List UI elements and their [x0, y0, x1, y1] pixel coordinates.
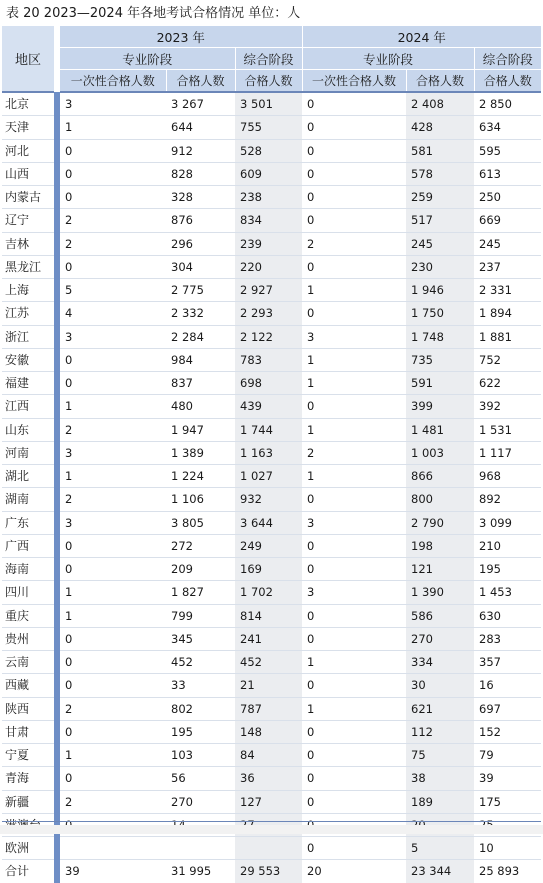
table-row	[2, 558, 541, 581]
value-cell: 1 531	[474, 418, 541, 441]
value-cell: 195	[166, 720, 235, 743]
value-cell: 1 453	[474, 581, 541, 604]
value-cell: 609	[235, 162, 302, 185]
value-cell: 1 827	[166, 581, 235, 604]
table-row	[2, 767, 541, 790]
table-row	[2, 348, 541, 371]
value-cell: 0	[60, 558, 166, 581]
value-cell: 0	[302, 139, 406, 162]
value-cell: 1	[302, 465, 406, 488]
table-row	[2, 441, 541, 464]
value-cell: 1	[60, 465, 166, 488]
value-cell: 250	[474, 186, 541, 209]
value-cell: 0	[302, 767, 406, 790]
value-cell: 56	[166, 767, 235, 790]
value-cell: 2 790	[406, 511, 474, 534]
table-row	[2, 790, 541, 813]
value-cell: 1 003	[406, 441, 474, 464]
value-cell: 1	[302, 697, 406, 720]
value-cell: 452	[166, 651, 235, 674]
value-cell: 439	[235, 395, 302, 418]
value-cell: 296	[166, 232, 235, 255]
value-cell: 595	[474, 139, 541, 162]
value-cell: 1 881	[474, 325, 541, 348]
value-cell: 20	[307, 864, 322, 879]
region-cell: 福建	[2, 372, 54, 395]
table-row	[2, 627, 541, 650]
value-cell: 1 481	[406, 418, 474, 441]
region-cell: 吉林	[2, 232, 54, 255]
value-cell: 21	[235, 674, 302, 697]
table-row	[2, 162, 541, 185]
region-cell: 黑龙江	[2, 255, 54, 278]
value-cell: 399	[406, 395, 474, 418]
value-cell: 3 501	[235, 92, 302, 116]
value-cell: 5	[60, 279, 166, 302]
table-row	[2, 92, 541, 116]
value-cell: 2 293	[235, 302, 302, 325]
region-cell: 广东	[2, 511, 54, 534]
value-cell: 334	[406, 651, 474, 674]
value-cell	[60, 837, 166, 860]
value-cell: 38	[406, 767, 474, 790]
value-cell: 0	[302, 558, 406, 581]
value-cell: 698	[235, 372, 302, 395]
value-cell: 1 750	[406, 302, 474, 325]
value-cell: 755	[235, 116, 302, 139]
value-cell: 209	[166, 558, 235, 581]
value-cell: 2 927	[235, 279, 302, 302]
value-cell: 613	[474, 162, 541, 185]
value-cell: 3	[60, 441, 166, 464]
value-cell: 892	[474, 488, 541, 511]
col-first-time-2024: 一次性合格人数	[302, 70, 406, 93]
value-cell: 3	[302, 325, 406, 348]
value-cell: 121	[406, 558, 474, 581]
value-cell: 876	[166, 209, 235, 232]
value-cell: 0	[302, 744, 406, 767]
value-cell: 283	[474, 627, 541, 650]
region-cell: 陕西	[2, 697, 54, 720]
value-cell: 2	[60, 790, 166, 813]
value-cell: 1	[302, 651, 406, 674]
value-cell: 752	[474, 348, 541, 371]
value-cell: 304	[166, 255, 235, 278]
value-cell: 0	[60, 139, 166, 162]
value-cell: 0	[60, 162, 166, 185]
value-cell: 834	[235, 209, 302, 232]
header-row-years	[2, 26, 541, 48]
value-cell: 0	[60, 534, 166, 557]
value-cell: 783	[235, 348, 302, 371]
table-row	[2, 186, 541, 209]
value-cell: 581	[406, 139, 474, 162]
value-cell: 0	[302, 604, 406, 627]
total-row	[2, 860, 541, 883]
value-cell: 25 893	[479, 864, 520, 879]
value-cell: 787	[235, 697, 302, 720]
value-cell: 0	[302, 92, 406, 116]
value-cell: 5	[406, 837, 474, 860]
value-cell: 912	[166, 139, 235, 162]
value-cell: 3	[302, 511, 406, 534]
value-cell: 345	[166, 627, 235, 650]
value-cell: 1 389	[166, 441, 235, 464]
value-cell: 0	[302, 116, 406, 139]
value-cell: 452	[235, 651, 302, 674]
value-cell: 1 946	[406, 279, 474, 302]
value-cell: 3 805	[166, 511, 235, 534]
value-cell: 0	[302, 209, 406, 232]
value-cell: 2 331	[474, 279, 541, 302]
region-cell: 四川	[2, 581, 54, 604]
value-cell: 0	[60, 186, 166, 209]
value-cell: 1 947	[166, 418, 235, 441]
region-cell: 山西	[2, 162, 54, 185]
value-cell: 39	[65, 864, 80, 879]
value-cell: 152	[474, 720, 541, 743]
value-cell: 148	[235, 720, 302, 743]
value-cell: 3	[60, 92, 166, 116]
value-cell: 1 390	[406, 581, 474, 604]
table-row	[2, 255, 541, 278]
region-cell: 河北	[2, 139, 54, 162]
table-row	[2, 581, 541, 604]
value-cell: 591	[406, 372, 474, 395]
value-cell: 644	[166, 116, 235, 139]
value-cell: 0	[60, 372, 166, 395]
value-cell: 0	[302, 627, 406, 650]
value-cell: 2	[302, 232, 406, 255]
value-cell: 2 284	[166, 325, 235, 348]
value-cell: 198	[406, 534, 474, 557]
table-row	[2, 837, 541, 860]
value-cell: 0	[302, 674, 406, 697]
value-cell: 241	[235, 627, 302, 650]
region-header: 地区	[2, 26, 54, 92]
value-cell: 1 894	[474, 302, 541, 325]
region-cell: 浙江	[2, 325, 54, 348]
value-cell: 2	[60, 697, 166, 720]
value-cell: 0	[302, 302, 406, 325]
value-cell: 1 163	[235, 441, 302, 464]
table-row	[2, 674, 541, 697]
value-cell: 1	[302, 348, 406, 371]
value-cell: 3 099	[474, 511, 541, 534]
value-cell: 800	[406, 488, 474, 511]
table-row	[2, 372, 541, 395]
table-row	[2, 116, 541, 139]
value-cell: 169	[235, 558, 302, 581]
value-cell: 0	[302, 255, 406, 278]
region-cell: 广西	[2, 534, 54, 557]
value-cell: 0	[60, 674, 166, 697]
value-cell: 195	[474, 558, 541, 581]
value-cell: 103	[166, 744, 235, 767]
region-cell: 内蒙古	[2, 186, 54, 209]
value-cell: 1	[60, 116, 166, 139]
value-cell: 357	[474, 651, 541, 674]
table-row	[2, 395, 541, 418]
table-row	[2, 511, 541, 534]
value-cell: 1	[302, 372, 406, 395]
value-cell: 1 027	[235, 465, 302, 488]
value-cell: 0	[60, 651, 166, 674]
value-cell: 189	[406, 790, 474, 813]
value-cell: 31 995	[171, 864, 212, 879]
table-row	[2, 534, 541, 557]
table-row	[2, 279, 541, 302]
table-body	[2, 92, 541, 883]
value-cell: 837	[166, 372, 235, 395]
table-row	[2, 651, 541, 674]
value-cell: 10	[474, 837, 541, 860]
table-row	[2, 744, 541, 767]
value-cell: 239	[235, 232, 302, 255]
region-cell: 重庆	[2, 604, 54, 627]
value-cell	[166, 837, 235, 860]
stage-professional-2024: 专业阶段	[302, 48, 474, 70]
table-row	[2, 720, 541, 743]
region-cell: 北京	[2, 92, 54, 116]
value-cell: 2 332	[166, 302, 235, 325]
value-cell: 0	[60, 627, 166, 650]
value-cell: 175	[474, 790, 541, 813]
year-2024-header: 2024 年	[302, 26, 541, 48]
region-cell: 海南	[2, 558, 54, 581]
value-cell: 1 117	[474, 441, 541, 464]
value-cell: 828	[166, 162, 235, 185]
value-cell: 3 267	[166, 92, 235, 116]
value-cell: 230	[406, 255, 474, 278]
region-cell: 河南	[2, 441, 54, 464]
value-cell: 1 106	[166, 488, 235, 511]
value-cell: 36	[235, 767, 302, 790]
value-cell: 3	[60, 511, 166, 534]
value-cell: 0	[60, 255, 166, 278]
value-cell: 1	[60, 744, 166, 767]
value-cell: 272	[166, 534, 235, 557]
stage-professional-2023: 专业阶段	[60, 48, 235, 70]
table-row	[2, 209, 541, 232]
value-cell: 4	[60, 302, 166, 325]
value-cell: 528	[235, 139, 302, 162]
value-cell: 1 224	[166, 465, 235, 488]
region-cell: 湖南	[2, 488, 54, 511]
value-cell: 802	[166, 697, 235, 720]
value-cell: 29 553	[235, 860, 302, 883]
value-cell: 249	[235, 534, 302, 557]
table-row	[2, 302, 541, 325]
value-cell: 586	[406, 604, 474, 627]
col-passed-comp-2024: 合格人数	[474, 70, 541, 93]
col-first-time-2023: 一次性合格人数	[60, 70, 166, 93]
value-cell: 814	[235, 604, 302, 627]
value-cell: 245	[406, 232, 474, 255]
value-cell: 270	[166, 790, 235, 813]
table-row	[2, 139, 541, 162]
value-cell: 245	[474, 232, 541, 255]
value-cell: 0	[302, 186, 406, 209]
col-passed-pro-2024: 合格人数	[406, 70, 474, 93]
value-cell: 1 702	[235, 581, 302, 604]
value-cell: 3	[60, 325, 166, 348]
value-cell: 328	[166, 186, 235, 209]
value-cell: 630	[474, 604, 541, 627]
value-cell: 0	[60, 720, 166, 743]
value-cell: 2 122	[235, 325, 302, 348]
value-cell: 0	[302, 720, 406, 743]
value-cell: 2	[60, 418, 166, 441]
value-cell: 16	[474, 674, 541, 697]
stage-comprehensive-2023: 综合阶段	[235, 48, 302, 70]
value-cell: 735	[406, 348, 474, 371]
table-row	[2, 465, 541, 488]
value-cell: 932	[235, 488, 302, 511]
col-passed-pro-2023: 合格人数	[166, 70, 235, 93]
region-cell: 云南	[2, 651, 54, 674]
region-cell: 安徽	[2, 348, 54, 371]
value-cell: 30	[406, 674, 474, 697]
region-cell: 江苏	[2, 302, 54, 325]
region-cell: 湖北	[2, 465, 54, 488]
region-cell: 青海	[2, 767, 54, 790]
value-cell: 1	[302, 418, 406, 441]
value-cell: 0	[302, 488, 406, 511]
value-cell: 428	[406, 116, 474, 139]
region-cell: 贵州	[2, 627, 54, 650]
value-cell: 697	[474, 697, 541, 720]
value-cell: 220	[235, 255, 302, 278]
table-row	[2, 418, 541, 441]
value-cell: 23 344	[406, 860, 474, 883]
value-cell: 0	[302, 395, 406, 418]
region-cell: 山东	[2, 418, 54, 441]
value-cell: 1	[302, 279, 406, 302]
region-cell: 甘肃	[2, 720, 54, 743]
value-cell: 1	[60, 395, 166, 418]
year-2023-header: 2023 年	[60, 26, 302, 48]
col-passed-comp-2023: 合格人数	[235, 70, 302, 93]
value-cell: 669	[474, 209, 541, 232]
value-cell: 79	[474, 744, 541, 767]
header-row-stages	[2, 48, 541, 70]
value-cell: 2	[302, 441, 406, 464]
pass-statistics-table	[2, 26, 541, 883]
region-cell: 江西	[2, 395, 54, 418]
stage-comprehensive-2024: 综合阶段	[474, 48, 541, 70]
value-cell: 621	[406, 697, 474, 720]
value-cell: 392	[474, 395, 541, 418]
value-cell: 238	[235, 186, 302, 209]
region-cell: 宁夏	[2, 744, 54, 767]
value-cell: 866	[406, 465, 474, 488]
table-row	[2, 325, 541, 348]
value-cell: 517	[406, 209, 474, 232]
region-cell: 上海	[2, 279, 54, 302]
region-cell: 天津	[2, 116, 54, 139]
value-cell: 2	[60, 488, 166, 511]
value-cell: 2 775	[166, 279, 235, 302]
value-cell: 578	[406, 162, 474, 185]
value-cell: 33	[166, 674, 235, 697]
value-cell: 634	[474, 116, 541, 139]
value-cell: 259	[406, 186, 474, 209]
value-cell: 1	[60, 581, 166, 604]
value-cell: 3 644	[235, 511, 302, 534]
region-cell: 欧洲	[2, 837, 54, 860]
value-cell: 2	[60, 232, 166, 255]
value-cell: 1	[60, 604, 166, 627]
table-bottom-rule	[2, 821, 541, 822]
value-cell: 0	[60, 767, 166, 790]
table-caption: 表 20 2023—2024 年各地考试合格情况 单位：人	[6, 6, 301, 21]
value-cell: 3	[302, 581, 406, 604]
value-cell: 622	[474, 372, 541, 395]
value-cell: 210	[474, 534, 541, 557]
table-row	[2, 232, 541, 255]
region-cell: 辽宁	[2, 209, 54, 232]
region-cell: 西藏	[2, 674, 54, 697]
value-cell: 0	[302, 837, 406, 860]
value-cell: 1 744	[235, 418, 302, 441]
value-cell: 984	[166, 348, 235, 371]
region-cell: 新疆	[2, 790, 54, 813]
value-cell: 968	[474, 465, 541, 488]
value-cell: 84	[235, 744, 302, 767]
value-cell: 75	[406, 744, 474, 767]
value-cell: 480	[166, 395, 235, 418]
value-cell: 2 408	[406, 92, 474, 116]
value-cell: 2 850	[474, 92, 541, 116]
table-row	[2, 697, 541, 720]
value-cell: 112	[406, 720, 474, 743]
value-cell: 0	[302, 534, 406, 557]
value-cell: 237	[474, 255, 541, 278]
value-cell: 0	[60, 348, 166, 371]
value-cell: 39	[474, 767, 541, 790]
value-cell: 127	[235, 790, 302, 813]
value-cell	[235, 837, 302, 860]
value-cell: 2	[60, 209, 166, 232]
value-cell: 0	[302, 790, 406, 813]
value-cell: 1 748	[406, 325, 474, 348]
region-cell: 合计	[5, 864, 30, 879]
value-cell: 270	[406, 627, 474, 650]
header-row-columns	[2, 70, 541, 93]
value-cell: 799	[166, 604, 235, 627]
footer-band	[0, 825, 543, 834]
table-row	[2, 488, 541, 511]
table-row	[2, 604, 541, 627]
value-cell: 0	[302, 162, 406, 185]
